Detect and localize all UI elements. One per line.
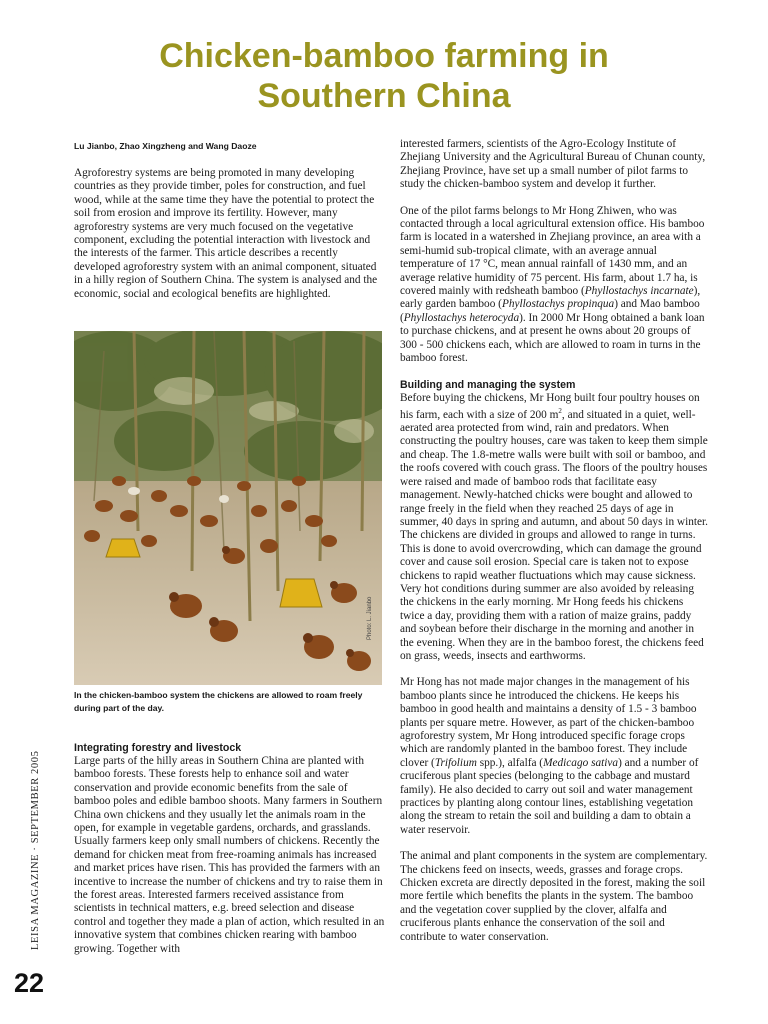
page-number: 22 xyxy=(14,968,45,998)
article-title xyxy=(0,36,768,116)
section-integrating xyxy=(74,742,386,969)
intro-text: Agroforestry systems are being promoted in many developing countries as they provide timber, poles for construction, and fuel wood, while at the same time they have the potential to protect the soil from erosion and improve its fertility. However, many agroforestry systems are very much focused on the vegetative component, excluding the potential interaction with livestock and the interests of the farmer. This article describes a recently developed agroforestry system with an animal component, situated in a hilly region of Southern China. The system is analysed and the economic, social and ecological benefits are highlighted. xyxy=(74,167,378,300)
paragraph: Before buying the chickens, Mr Hong built four poultry houses on his farm, each with a size of 200 $m^2$, and situated in a quiet, well-aerated area protected from wind, rain and predators. When constructing the poultry houses, care was taken to keep them simple and cheap. The 1.8-metre walls were built with soil or bamboo, and the roofs covered with couch grass. The floors of the poultry houses were raised and made of bamboo rods that facilitate easy management. Newly-hatched chicks were bought and allowed to range freely in the field when they reached 25 days of age in summer, 40 days in spring and autumn, and about 50 days in winter. The chickens are divided in groups and allowed to range in turns. This is done to avoid overcrowding, which can damage the ground cover and cause soil erosion. Special care is taken not to expose chickens to rapid weather fluctuations which may cause sickness. Very hot conditions during summer are also avoided by releasing the chickens in the early morning. Mr Hong feeds his chickens twice a day, providing them with a ration of maize grains, paddy and soybean before their discharge in the morning and another in the evening. When they are in the bamboo forest, the chickens feed on grass, weeds, insects and earthworms. xyxy=(400,391,708,662)
photo-credit: Photo: L. Jianbo xyxy=(367,596,373,640)
intro-paragraph xyxy=(74,167,386,314)
paragraph: Mr Hong has not made major changes in the management of his bamboo plants since he introduced the chickens. He keeps his bamboo in good health and maintains a density of 1.5 - 3 bamboo plants per square metre. However, as part of the chicken-bamboo agroforestry system, Mr Hong introduced specific forage crops which are randomly planted in the bamboo forest. They include clover (Trifolium spp.), alfalfa (Medicago sativa) and a number of cruciferous plant species (belonging to the cabbage and mustard family). He also decided to carry out soil and water management practices by planting along contour lines, establishing vegetation along the stream to retain the soil and building a dam to obtain a water reservoir. xyxy=(400,676,699,836)
paragraph: One of the pilot farms belongs to Mr Hong Zhiwen, who was contacted through a local agricultural extension office. His bamboo farm is located in a watershed in Zhejiang province, an area with a semi-humid sub-tropical climate, with an average annual temperature of 17 °C, mean annual rainfall of 1430 mm, and an average relative humidity of 75 percent. His farm, about 1.7 ha, is covered mainly with redsheath bamboo (Phyllostachys incarnate), early garden bamboo (Phyllostachys propinqua) and Mao bamboo (Phyllostachys heterocyda). In 2000 Mr Hong obtained a bank loan to purchase chickens, and at present he owns about 20 groups of 300 - 500 chickens each, which are allowed to roam in turns in the bamboo forest. xyxy=(400,204,705,365)
section-heading: Building and managing the system xyxy=(400,378,576,391)
magazine-sidebar: LEISA MAGAZINE · SEPTEMBER 2005 xyxy=(30,750,41,950)
author-line: Lu Jianbo, Zhao Xingzheng and Wang Daoze xyxy=(74,141,257,151)
chicken-bamboo-photo xyxy=(74,331,382,685)
section-text: Large parts of the hilly areas in Southern China are planted with bamboo forests. These forests help to enhance soil and water conservation and provide economic benefits from the sale of bamboo poles and edible bamboo shoots. Many farmers in Southern China own chickens and they usually let the animals roam in the open, for example in vegetable gardens, orchards, and grasslands. Usually farmers keep only small numbers of chickens. Recently the demand for chicken meat from free-roaming animals has increased and market prices have risen. This has provided the farmers with an incentive to increase the number of chickens and try to raise them in the forest areas. Interested farmers received assistance from scientists in technical matters, e.g. breed selection and disease control and together they made a plan of action, which resulted in an innovative system that combines chicken rearing with bamboo growing. Together with xyxy=(74,755,385,955)
title-line-2: Southern China xyxy=(257,77,511,115)
title-line-1: Chicken-bamboo farming in xyxy=(159,37,609,75)
paragraph: interested farmers, scientists of the Agro-Ecology Institute of Zhejiang University and the Agricultural Bureau of Chunan county, Zhejiang Province, have set up a small number of pilot farms to study the chicken-bamboo system and develop it further. xyxy=(400,138,706,191)
photo-caption: In the chicken-bamboo system the chickens are allowed to roam freely during part of the day. xyxy=(74,690,363,713)
right-column xyxy=(400,138,710,957)
section-heading: Integrating forestry and livestock xyxy=(74,742,242,754)
paragraph: The animal and plant components in the system are complementary. The chickens feed on insects, weeds, grasses and forage crops. Chicken excreta are directly deposited in the forest, making the soil more fertile which benefits the plants in the system. The bamboo and the vegetation cover supplied by the clover, alfalfa and cruciferous plants enhance the conservation of the soil and contribute to water conservation. xyxy=(400,850,708,943)
